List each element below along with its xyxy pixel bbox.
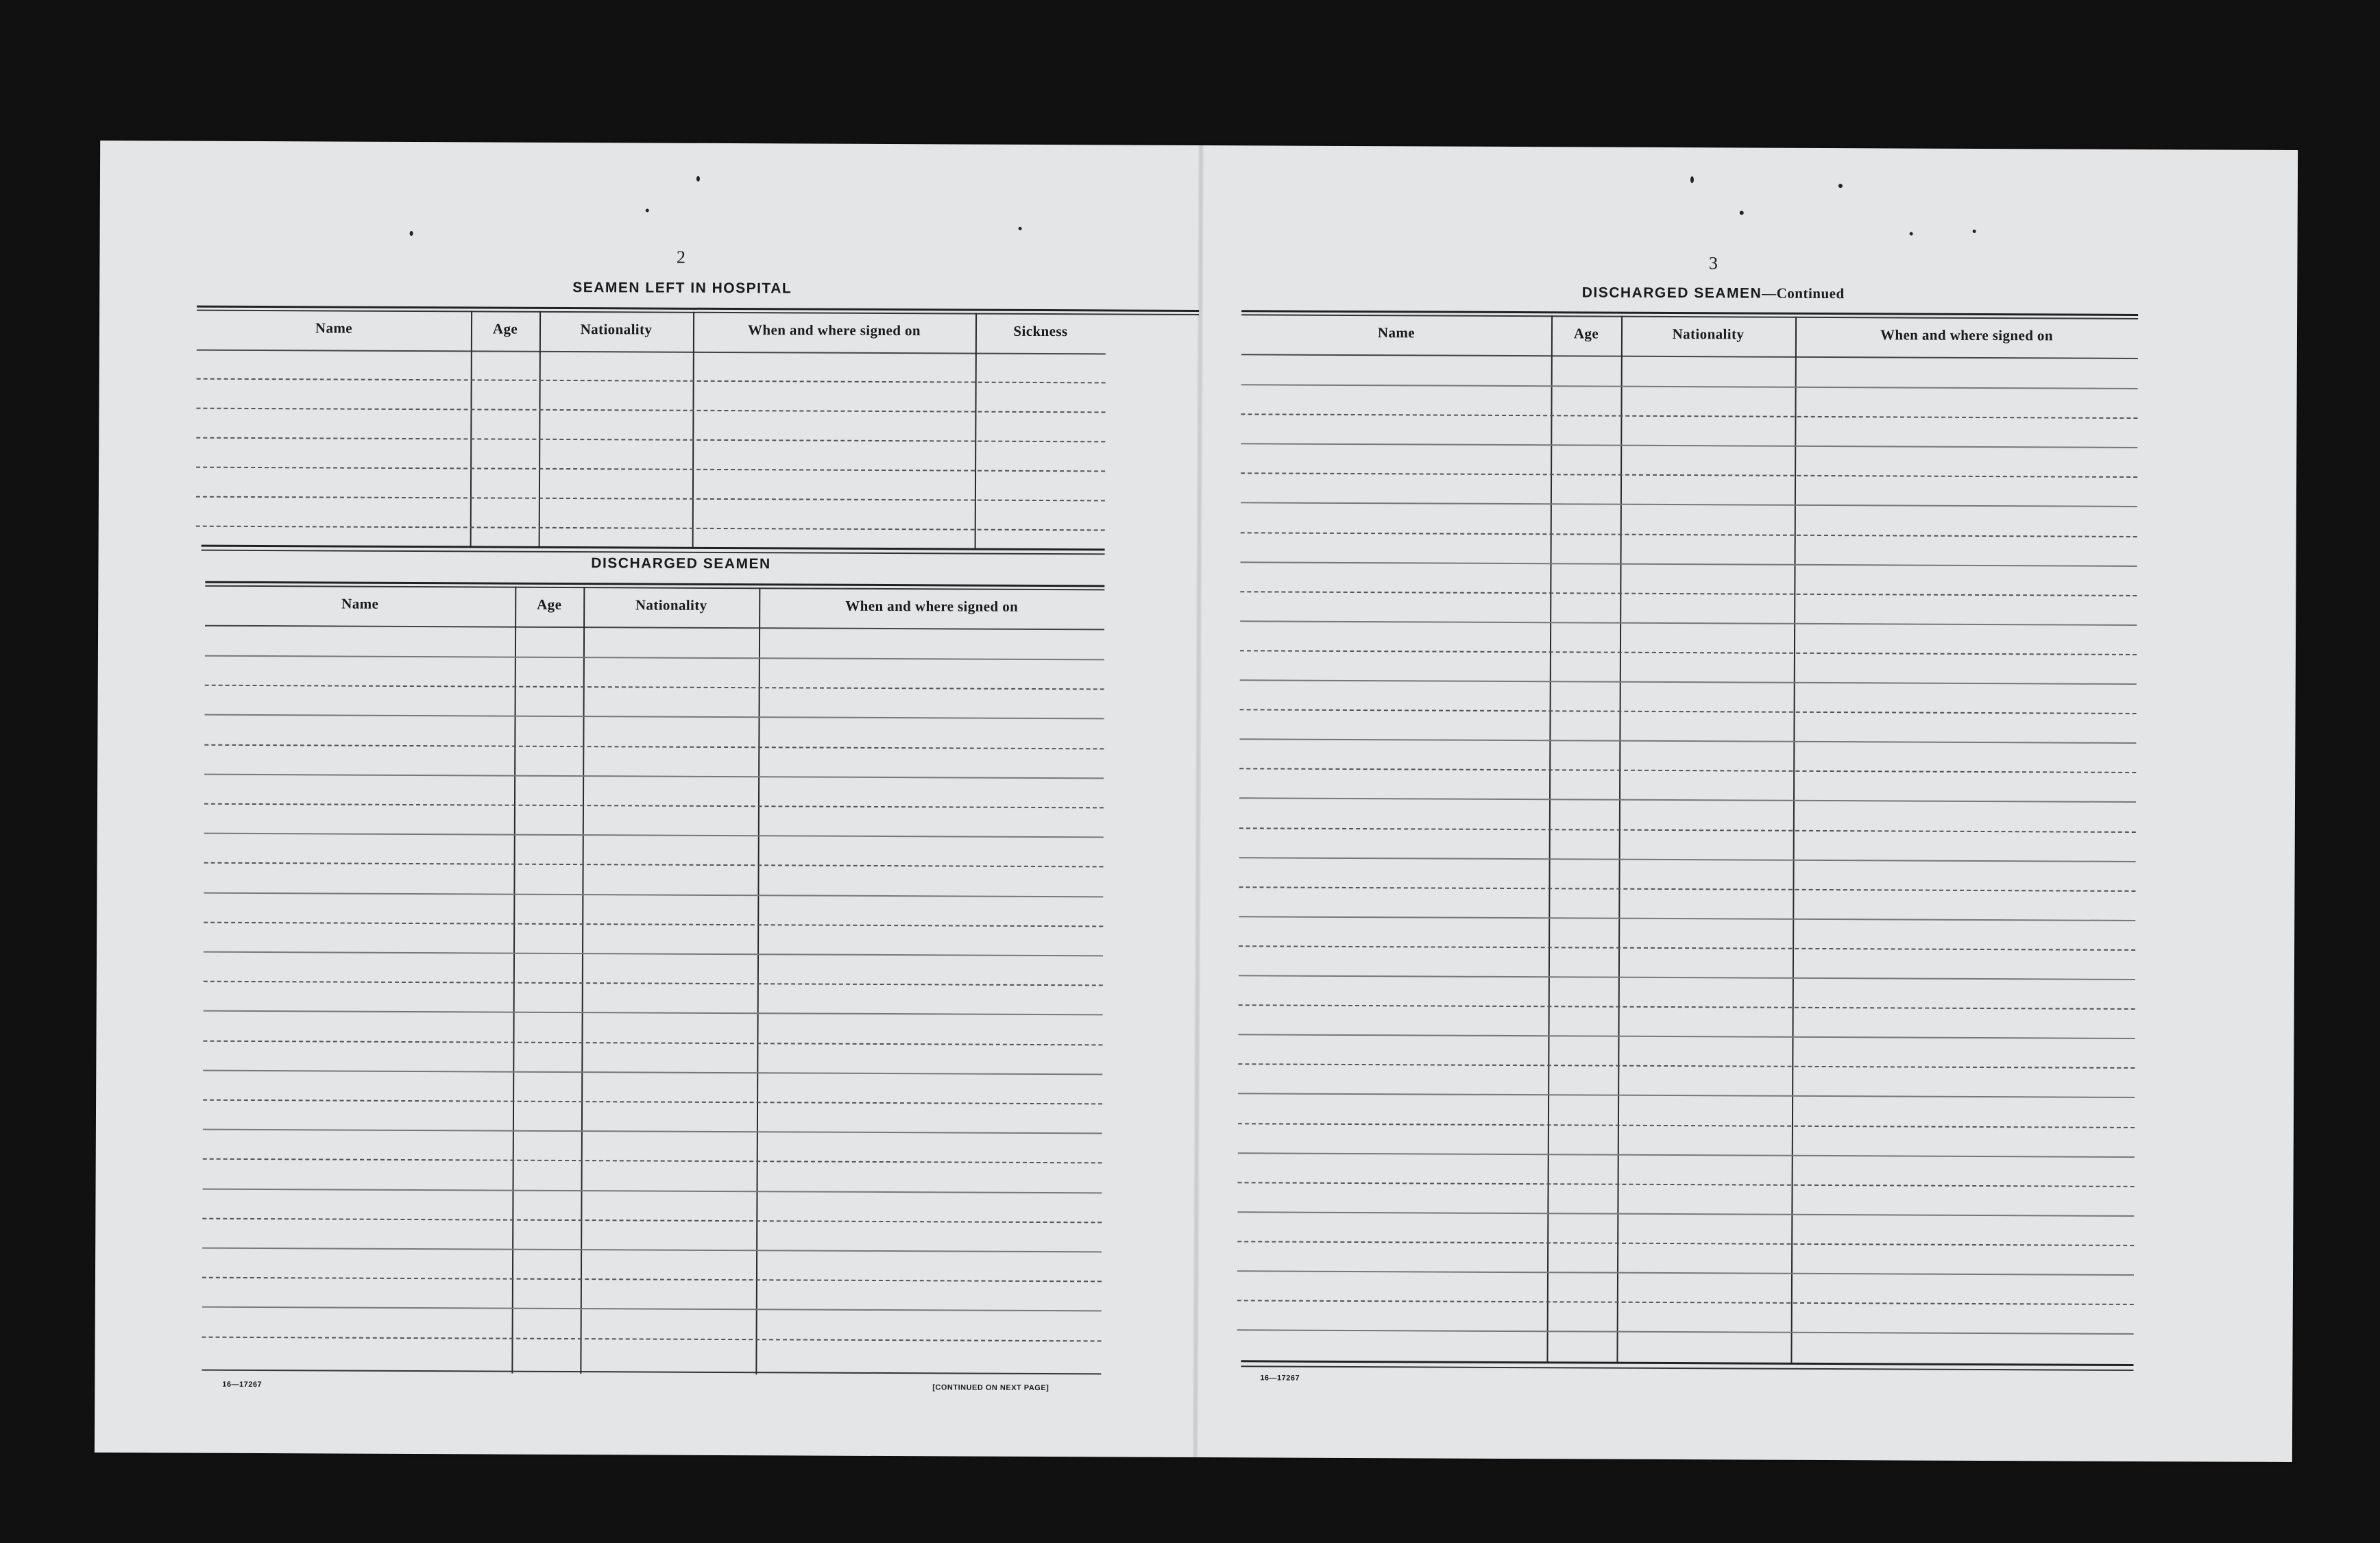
right-form-number: 16—17267 [1260, 1374, 1300, 1383]
hospital-header-name: Name [315, 319, 353, 337]
table-row-line [204, 833, 1104, 838]
hospital-section-title: SEAMEN LEFT IN HOSPITAL [572, 280, 792, 297]
table-row-line [203, 1069, 1102, 1075]
table-row-line [1240, 591, 2137, 596]
table-row-line [1237, 1270, 2134, 1276]
table-row-line [1238, 1152, 2135, 1158]
table-row-line [203, 1129, 1102, 1134]
right-title-suffix: —Continued [1762, 284, 1845, 302]
table-row-line [204, 1010, 1103, 1016]
table-row-line [1238, 1093, 2135, 1099]
page-fold [1193, 145, 1204, 1457]
hospital-header-age: Age [492, 320, 518, 337]
table-row-line [204, 951, 1103, 957]
table-row-line [1238, 1064, 2135, 1069]
table-row-line [203, 1099, 1102, 1105]
right-section-title [1389, 283, 2037, 303]
table-row-line [1241, 443, 2137, 448]
table-row-line [1238, 1123, 2135, 1128]
table-row-line [1237, 1211, 2134, 1217]
table-row-line [1237, 1329, 2134, 1335]
discharged-header-name: Name [341, 595, 379, 612]
right-page-number: 3 [1708, 253, 1718, 274]
left-page-number: 2 [676, 247, 686, 267]
scan-speck [1019, 227, 1022, 230]
table-row-line [1240, 620, 2137, 626]
table-row-line [204, 981, 1103, 986]
table-row-line [205, 655, 1104, 661]
table-row-line [1240, 679, 2137, 685]
table-row-line [1239, 1004, 2135, 1010]
table-row-line [205, 685, 1104, 690]
table-row-line [202, 1336, 1102, 1341]
table-row-line [1240, 650, 2137, 655]
table-row-line [204, 892, 1103, 897]
table-row-line [204, 744, 1104, 749]
table-row-line [1241, 502, 2137, 508]
scan-speck [1740, 210, 1744, 215]
hospital-header-nationality: Nationality [580, 321, 653, 338]
table-row-line [1237, 1300, 2134, 1305]
table-row-line [1241, 561, 2137, 567]
scan-speck [1690, 176, 1694, 183]
table-row-line [204, 862, 1104, 868]
discharged-section-title: DISCHARGED SEAMEN [591, 555, 771, 572]
table-row-line [203, 1158, 1102, 1164]
scan-speck [646, 208, 649, 212]
table-row-line [1237, 1241, 2134, 1246]
table-row-line [1241, 473, 2137, 478]
table-row-line [202, 1307, 1102, 1312]
table-row-line [204, 921, 1103, 927]
table-row-line [203, 1188, 1102, 1193]
scan-speck [1973, 230, 1976, 233]
table-row-line [203, 1040, 1102, 1045]
table-row-line [1239, 1034, 2135, 1039]
hospital-header-signed-on: When and where signed on [747, 321, 921, 339]
table-row-line [1239, 975, 2135, 980]
right-header-signed-on: When and where signed on [1880, 326, 2053, 344]
table-row-line [1239, 798, 2136, 803]
table-row-line [1241, 532, 2137, 537]
scan-speck [1910, 232, 1913, 236]
discharged-header-nationality: Nationality [635, 596, 707, 613]
left-form-number: 16—17267 [222, 1380, 263, 1389]
table-row-line [202, 1248, 1102, 1253]
table-row-line [1241, 384, 2138, 389]
table-row-line [1239, 827, 2136, 833]
table-row-line [1240, 709, 2137, 714]
right-title-main: DISCHARGED SEAMEN [1581, 284, 1762, 302]
scan-speck [410, 231, 413, 236]
table-row-line [202, 1277, 1102, 1283]
hospital-header-sickness: Sickness [1013, 322, 1068, 340]
right-header-name: Name [1377, 324, 1416, 341]
scanned-form-sheet [95, 141, 2298, 1462]
table-row-line [1238, 1182, 2135, 1187]
table-row-line [1239, 857, 2136, 862]
scan-speck [696, 176, 700, 182]
scan-speck [1838, 184, 1843, 188]
table-row-line [1239, 768, 2136, 774]
discharged-header-age: Age [537, 596, 562, 613]
table-row-line [1239, 916, 2135, 921]
continued-note: [CONTINUED ON NEXT PAGE] [932, 1383, 1049, 1393]
right-header-nationality: Nationality [1672, 326, 1745, 343]
table-row-line [1239, 886, 2135, 892]
right-header-age: Age [1573, 325, 1599, 342]
table-row-line [1241, 413, 2137, 419]
table-row-line [1239, 945, 2135, 951]
table-row-line [204, 803, 1104, 809]
table-row-line [202, 1217, 1102, 1223]
table-row-line [205, 714, 1104, 720]
table-row-line [204, 773, 1104, 779]
discharged-header-signed-on: When and where signed on [845, 597, 1019, 615]
table-row-line [1239, 738, 2136, 744]
